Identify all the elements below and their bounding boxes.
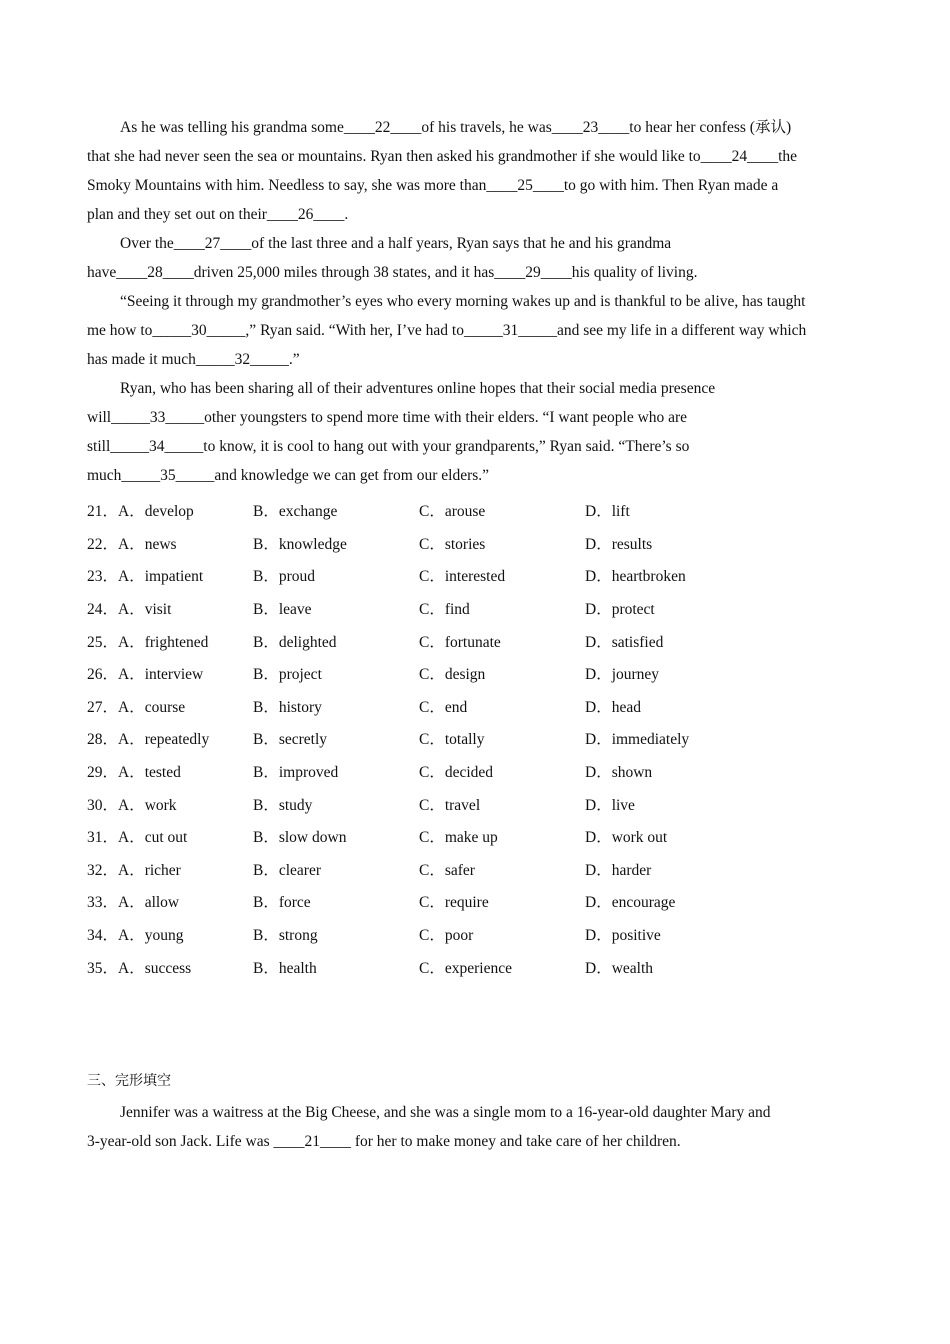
option-b: B．secretly xyxy=(253,731,328,749)
option-c: C．interested xyxy=(419,568,506,586)
option-a: 27．A．course xyxy=(87,698,186,716)
option-d: D．protect xyxy=(585,601,655,619)
option-b: B．proud xyxy=(253,568,316,586)
question-row-35 xyxy=(87,950,877,983)
passage-block xyxy=(87,113,877,983)
option-a: 31．A．cut out xyxy=(87,829,188,847)
option-c: C．find xyxy=(419,601,470,619)
option-b: B．improved xyxy=(253,764,339,782)
option-b: B．slow down xyxy=(253,829,347,847)
paragraph-line: still_____34_____to know, it is cool to hang out with your grandparents,” Ryan said. “There’s so xyxy=(87,438,690,455)
paragraph-4 xyxy=(87,374,877,490)
option-b: B．clearer xyxy=(253,861,321,879)
option-d: D．immediately xyxy=(585,731,690,749)
paragraph-line: will_____33_____other youngsters to spend more time with their elders. “I want people who are xyxy=(87,409,688,426)
paragraph-line: much_____35_____and knowledge we can get from our elders.” xyxy=(87,467,490,484)
paragraph-line: have____28____driven 25,000 miles through 38 states, and it has____29____his quality of living. xyxy=(87,264,698,281)
option-c: C．require xyxy=(419,894,489,912)
option-a: 33．A．allow xyxy=(87,894,180,912)
option-c: C．experience xyxy=(419,959,512,977)
question-row-34 xyxy=(87,918,877,951)
option-a: 26．A．interview xyxy=(87,666,204,684)
option-c: C．design xyxy=(419,666,486,684)
option-b: B．exchange xyxy=(253,503,338,521)
option-d: D．live xyxy=(585,796,635,814)
question-row-30 xyxy=(87,787,877,820)
option-a: 34．A．young xyxy=(87,927,184,945)
question-row-29 xyxy=(87,755,877,788)
option-d: D．lift xyxy=(585,503,630,521)
question-row-22 xyxy=(87,527,877,560)
option-d: D．journey xyxy=(585,666,660,684)
option-a: 21．A．develop xyxy=(87,503,194,521)
option-a: 25．A．frightened xyxy=(87,633,209,651)
option-d: D．wealth xyxy=(585,959,654,977)
paragraph-line: has made it much_____32_____.” xyxy=(87,351,300,368)
question-row-27 xyxy=(87,690,877,723)
question-row-25 xyxy=(87,624,877,657)
answer-options xyxy=(87,494,877,983)
option-d: D．shown xyxy=(585,764,653,782)
paragraph-line: Ryan, who has been sharing all of their adventures online hopes that their social media presence xyxy=(120,380,716,397)
paragraph-line: me how to_____30_____,” Ryan said. “With her, I’ve had to_____31_____and see my life in a different way which xyxy=(87,322,807,339)
option-d: D．work out xyxy=(585,829,668,847)
paragraph-line: plan and they set out on their____26____. xyxy=(87,206,349,223)
paragraph-line: As he was telling his grandma some____22____of his travels, he was____23____to hear her confess (承认) xyxy=(120,119,792,136)
option-b: B．study xyxy=(253,796,313,814)
option-c: C．make up xyxy=(419,829,498,847)
paragraph-3 xyxy=(87,287,877,374)
option-d: D．encourage xyxy=(585,894,676,912)
option-c: C．fortunate xyxy=(419,633,501,651)
option-a: 28．A．repeatedly xyxy=(87,731,210,749)
paragraph-line: “Seeing it through my grandmother’s eyes who every morning wakes up and is thankful to be alive, has taught xyxy=(120,293,806,310)
paragraph-line: that she had never seen the sea or mountains. Ryan then asked his grandmother if she would like to____24____the xyxy=(87,148,798,165)
option-a: 35．A．success xyxy=(87,959,192,977)
paragraph-1 xyxy=(87,113,877,229)
option-a: 32．A．richer xyxy=(87,861,181,879)
option-a: 30．A．work xyxy=(87,796,177,814)
option-d: D．results xyxy=(585,535,653,553)
option-c: C．safer xyxy=(419,861,475,879)
option-b: B．leave xyxy=(253,601,312,619)
option-d: D．heartbroken xyxy=(585,568,686,586)
option-c: C．poor xyxy=(419,927,474,945)
option-b: B．health xyxy=(253,959,317,977)
question-row-23 xyxy=(87,559,877,592)
option-d: D．positive xyxy=(585,927,661,945)
option-c: C．arouse xyxy=(419,503,486,521)
paragraph-line: Over the____27____of the last three and a half years, Ryan says that he and his grandma xyxy=(120,235,672,252)
section-paragraph xyxy=(87,1098,877,1156)
section-title: 三、完形填空 xyxy=(87,1073,171,1089)
option-b: B．knowledge xyxy=(253,535,347,553)
option-c: C．stories xyxy=(419,535,486,553)
option-c: C．travel xyxy=(419,796,481,814)
question-row-33 xyxy=(87,885,877,918)
question-row-24 xyxy=(87,592,877,625)
option-d: D．satisfied xyxy=(585,633,664,651)
option-b: B．history xyxy=(253,698,322,716)
option-a: 24．A．visit xyxy=(87,601,172,619)
question-row-31 xyxy=(87,820,877,853)
paragraph-line: 3-year-old son Jack. Life was ____21____ for her to make money and take care of her children. xyxy=(87,1133,681,1150)
option-a: 29．A．tested xyxy=(87,764,181,782)
question-row-26 xyxy=(87,657,877,690)
paragraph-line: Smoky Mountains with him. Needless to say, she was more than____25____to go with him. Then Ryan made a xyxy=(87,177,779,194)
paragraph-2 xyxy=(87,229,877,287)
question-row-28 xyxy=(87,722,877,755)
paragraph-line: Jennifer was a waitress at the Big Cheese, and she was a single mom to a 16-year-old daughter Mary and xyxy=(120,1104,771,1121)
section-cloze xyxy=(87,1067,877,1156)
option-b: B．delighted xyxy=(253,633,337,651)
option-d: D．harder xyxy=(585,861,652,879)
option-a: 23．A．impatient xyxy=(87,568,204,586)
question-row-32 xyxy=(87,853,877,886)
option-c: C．decided xyxy=(419,764,494,782)
option-d: D．head xyxy=(585,698,641,716)
option-b: B．strong xyxy=(253,927,318,945)
option-c: C．end xyxy=(419,698,468,716)
option-a: 22．A．news xyxy=(87,535,177,553)
option-b: B．force xyxy=(253,894,311,912)
question-row-21 xyxy=(87,494,877,527)
option-b: B．project xyxy=(253,666,322,684)
option-c: C．totally xyxy=(419,731,485,749)
